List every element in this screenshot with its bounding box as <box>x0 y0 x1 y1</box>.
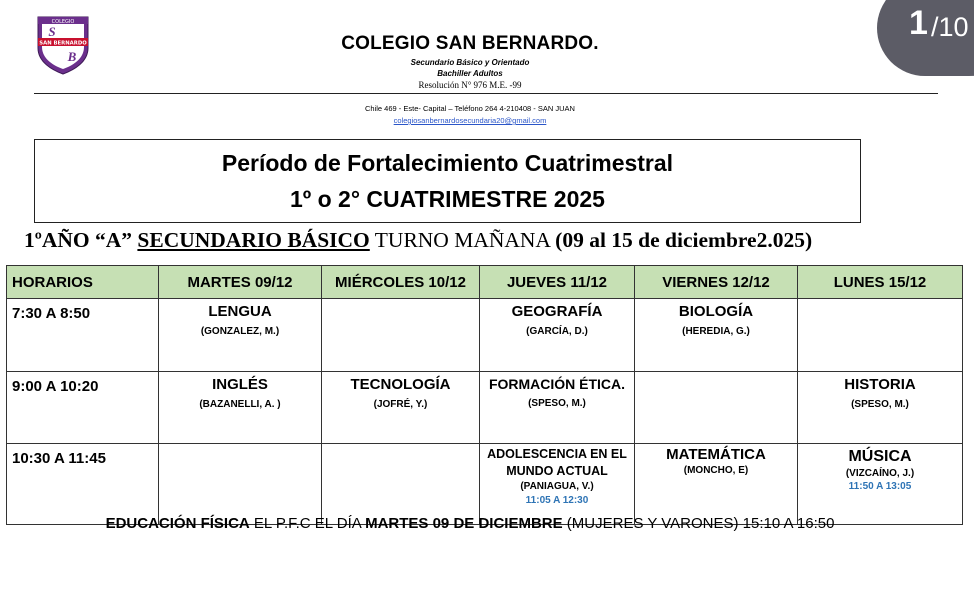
schedule-cell <box>635 299 798 372</box>
teacher-name: (BAZANELLI, A. ) <box>199 399 281 410</box>
resolution-number: Resolución N° 976 M.E. -99 <box>418 80 522 90</box>
special-time-slot: 11:50 A 13:05 <box>848 481 912 492</box>
header-jueves: JUEVES 11/12 <box>480 266 635 299</box>
teacher-name: (HEREDIA, G.) <box>682 326 750 337</box>
school-address: Chile 469 - Este- Capital – Teléfono 264 4-210408 - SAN JUAN <box>365 104 575 113</box>
teacher-name: (MONCHO, E) <box>683 465 749 476</box>
time-slot: 7:30 A 8:50 <box>7 299 159 372</box>
schedule-cell <box>798 444 963 525</box>
teacher-name: (SPESO, M.) <box>851 399 909 410</box>
subject-name: INGLÉS <box>212 376 268 393</box>
teacher-name: (VIZCAÍNO, J.) <box>845 468 915 479</box>
svg-text:SAN BERNARDO: SAN BERNARDO <box>39 40 87 47</box>
svg-text:B: B <box>67 49 77 64</box>
schedule-cell <box>635 444 798 525</box>
schedule-header-row <box>7 266 963 299</box>
course-line <box>24 228 812 253</box>
subtitle-adults: Bachiller Adultos <box>437 69 503 78</box>
pe-mid-text: EL P.F.C EL DÍA <box>249 515 366 532</box>
subject-name: MATEMÁTICA <box>666 446 766 463</box>
school-email-link[interactable]: colegiosanbernardosecundaria20@gmail.com <box>393 116 547 125</box>
school-name <box>0 33 940 55</box>
course-shift: TURNO MAÑANA <box>374 228 550 252</box>
teacher-name: (GONZALEZ, M.) <box>200 326 280 337</box>
teacher-name: (SPESO, M.) <box>528 398 586 409</box>
subject-name-line2: MUNDO ACTUAL <box>506 464 608 478</box>
page-total: /10 <box>931 12 969 42</box>
teacher-name: (PANIAGUA, V.) <box>520 481 594 492</box>
teacher-name: (JOFRÉ, Y.) <box>373 399 428 410</box>
subject-name: MÚSICA <box>848 448 912 465</box>
subtitle-levels: Secundario Básico y Orientado <box>410 58 530 67</box>
header-miercoles: MIÉRCOLES 10/12 <box>322 266 480 299</box>
time-slot: 10:30 A 11:45 <box>7 444 159 525</box>
schedule-cell-empty <box>322 444 480 525</box>
header-martes: MARTES 09/12 <box>159 266 322 299</box>
subject-name: TECNOLOGÍA <box>350 376 451 393</box>
header-viernes: VIERNES 12/12 <box>635 266 798 299</box>
term-title: 1º o 2° CUATRIMESTRE 2025 <box>290 186 605 212</box>
subject-name: BIOLOGÍA <box>678 303 754 320</box>
period-title-box <box>34 139 861 223</box>
header-divider <box>34 93 938 94</box>
period-title: Período de Fortalecimiento Cuatrimestral <box>221 150 674 176</box>
school-name-text: COLEGIO SAN BERNARDO <box>341 33 594 54</box>
physical-education-note <box>0 515 940 532</box>
course-year-section: 1ºAÑO “A” <box>24 228 133 252</box>
course-level: SECUNDARIO BÁSICO <box>137 228 370 252</box>
schedule-cell <box>480 299 635 372</box>
time-slot: 9:00 A 10:20 <box>7 372 159 444</box>
subject-name-line1: ADOLESCENCIA EN EL <box>487 447 627 461</box>
header-lunes: LUNES 15/12 <box>798 266 963 299</box>
school-name-dot: . <box>593 33 599 54</box>
pe-label: EDUCACIÓN FÍSICA <box>105 515 250 532</box>
course-dates: (09 al 15 de diciembre2.025) <box>555 228 813 252</box>
teacher-name: (GARCÍA, D.) <box>526 326 588 337</box>
subject-name: LENGUA <box>208 303 272 320</box>
header-horarios: HORARIOS <box>7 266 159 299</box>
pe-tail: (MUJERES Y VARONES) 15:10 A 16:50 <box>562 515 835 532</box>
schedule-cell <box>798 372 963 444</box>
schedule-cell <box>322 372 480 444</box>
table-row <box>7 444 963 525</box>
special-time-slot: 11:05 A 12:30 <box>525 495 589 506</box>
subject-name: HISTORIA <box>844 376 916 393</box>
schedule-table <box>6 265 963 525</box>
subject-name: FORMACIÓN ÉTICA. <box>488 376 626 392</box>
svg-text:S: S <box>48 24 56 39</box>
page-current: 1 <box>909 4 928 42</box>
subject-name: GEOGRAFÍA <box>511 303 603 320</box>
schedule-cell <box>159 299 322 372</box>
schedule-cell <box>480 444 635 525</box>
schedule-cell-empty <box>159 444 322 525</box>
svg-text:COLEGIO: COLEGIO <box>51 19 75 25</box>
table-row <box>7 299 963 372</box>
schedule-cell <box>159 372 322 444</box>
schedule-cell-empty <box>798 299 963 372</box>
schedule-cell-empty <box>635 372 798 444</box>
schedule-cell <box>480 372 635 444</box>
schedule-cell-empty <box>322 299 480 372</box>
table-row <box>7 372 963 444</box>
pe-day: MARTES 09 DE DICIEMBRE <box>365 515 563 532</box>
